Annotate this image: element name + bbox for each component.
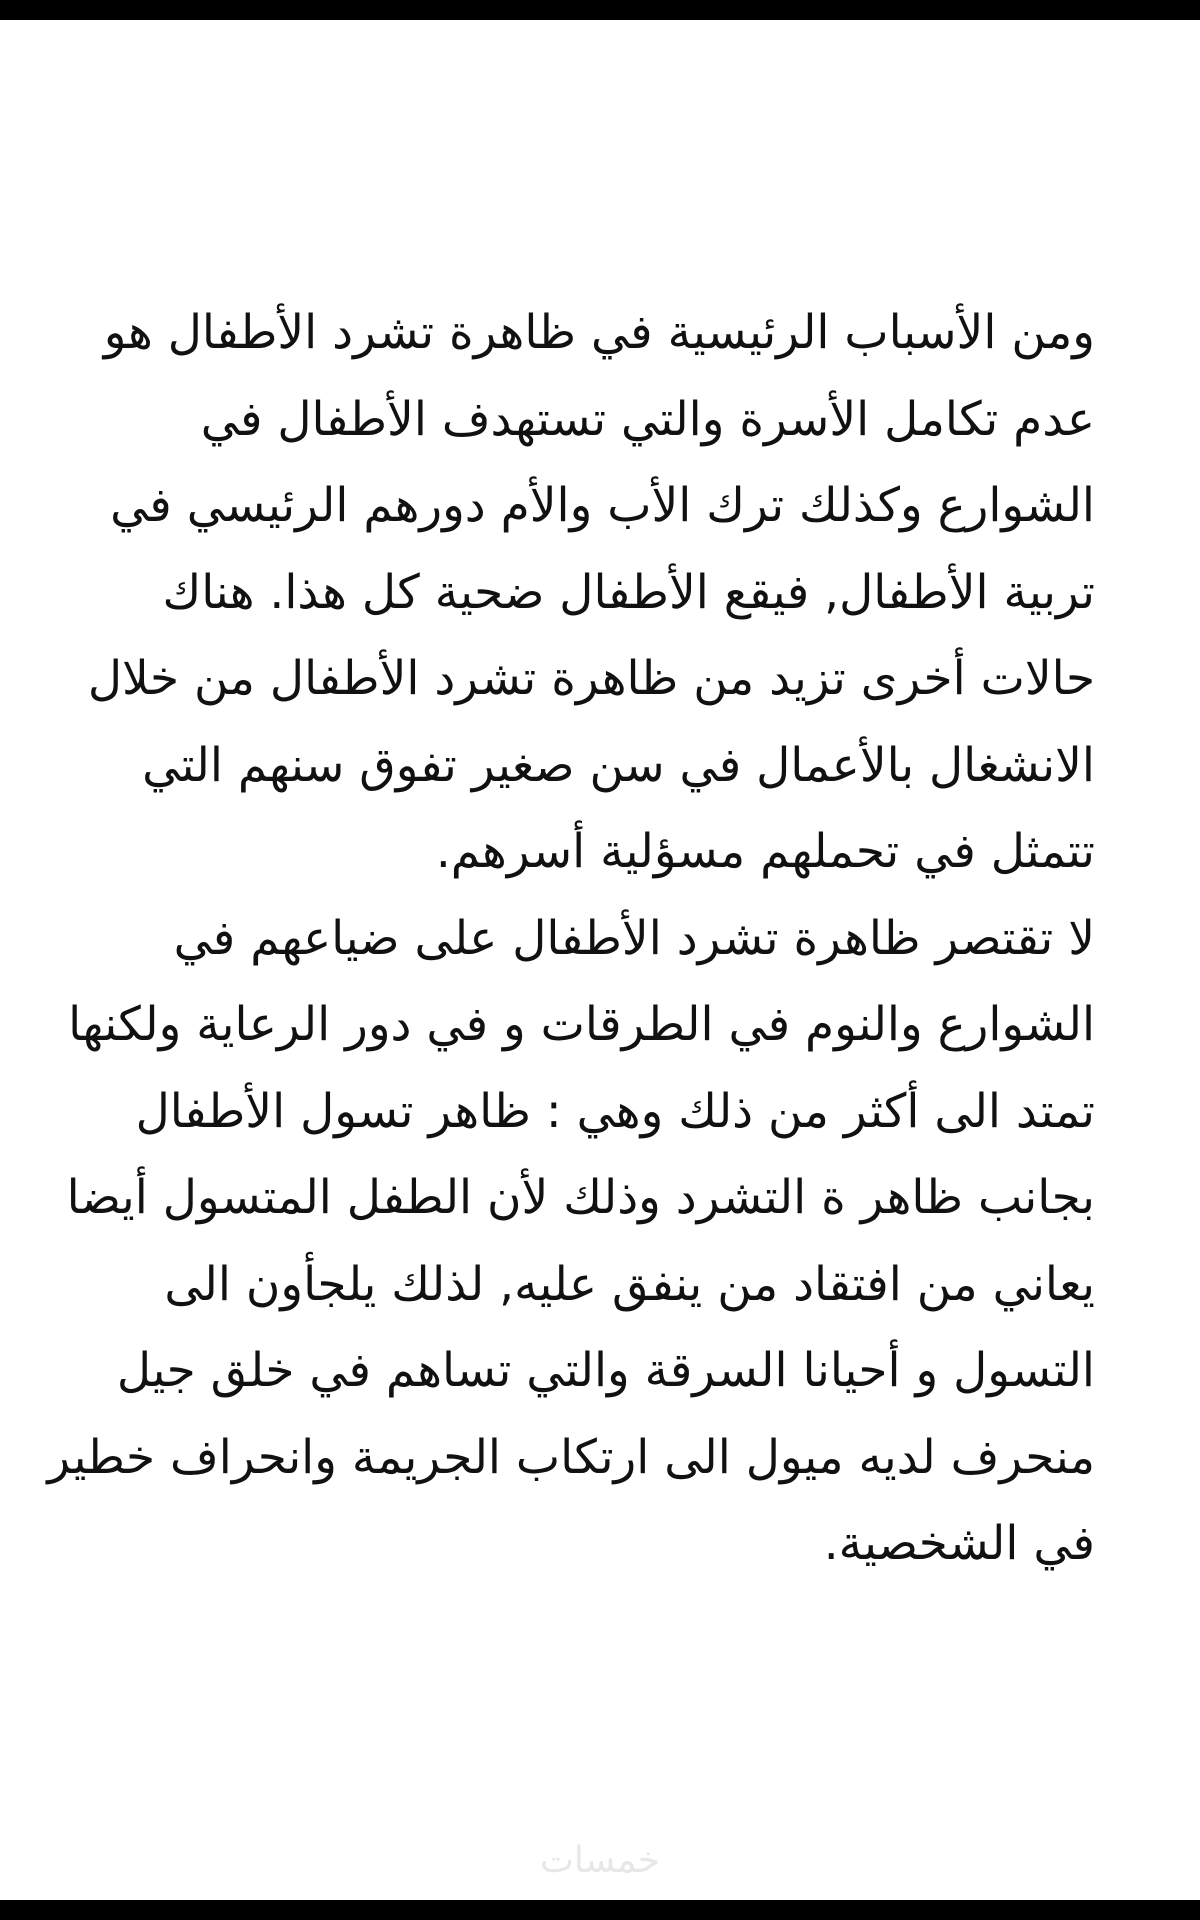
article-line: الشوارع والنوم في الطرقات و في دور الرعاية ولكنها [68,997,1095,1052]
article-line: تتمثل في تحملهم مسؤلية أسرهم. [435,824,1095,879]
article-line: يعاني من افتقاد من ينفق عليه, لذلك يلجأون الى [164,1256,1095,1312]
article-line: لا تقتصر ظاهرة تشرد الأطفال على ضياعهم في [173,910,1095,966]
article-line: التسول و أحيانا السرقة والتي تساهم في خلق جيل [116,1343,1095,1398]
article-line: منحرف لديه ميول الى ارتكاب الجريمة وانحراف خطير [47,1429,1095,1485]
article-line: حالات أخرى تزيد من ظاهرة تشرد الأطفال من خلال [87,651,1095,706]
top-status-bar [0,0,1200,20]
article-line: في الشخصية. [823,1516,1095,1571]
article-body [47,290,1095,1588]
article-line: بجانب ظاهر ة التشرد وذلك لأن الطفل المتسول أيضا [66,1170,1095,1225]
article-line: تربية الأطفال, فيقع الأطفال ضحية كل هذا. هناك [162,564,1095,620]
article-line: تمتد الى أكثر من ذلك وهي : ظاهر تسول الأطفال [135,1083,1095,1139]
bottom-navigation-bar [0,1900,1200,1920]
watermark-logo: خمسات [539,1840,661,1881]
article-line: الشوارع وكذلك ترك الأب والأم دورهم الرئيسي في [110,478,1095,533]
article-line: عدم تكامل الأسرة والتي تستهدف الأطفال في [200,391,1095,447]
article-line: ومن الأسباب الرئيسية في ظاهرة تشرد الأطفال هو [103,305,1095,360]
article-line: الانشغال بالأعمال في سن صغير تفوق سنهم التي [142,737,1095,793]
